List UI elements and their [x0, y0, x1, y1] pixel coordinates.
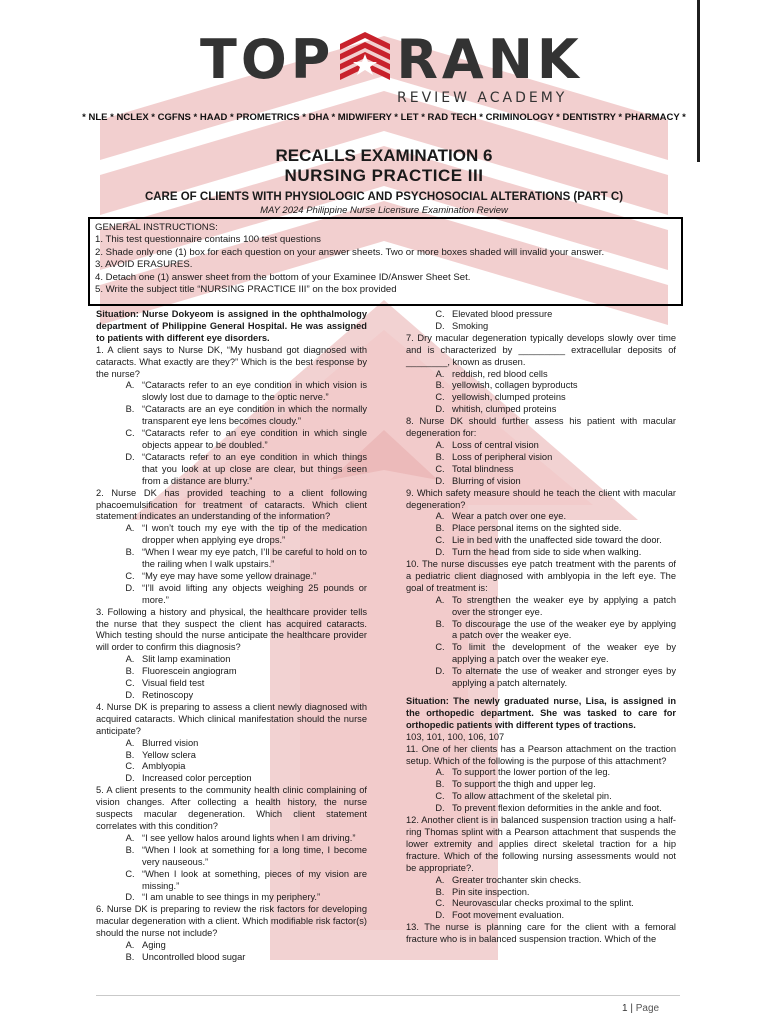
option-text: Lie in bed with the unaffected side toward the door.	[452, 535, 662, 546]
option-text: Amblyopia	[142, 761, 186, 772]
left-column	[96, 309, 367, 964]
option	[406, 619, 676, 643]
option	[406, 910, 676, 922]
question-1: 1. A client says to Nurse DK, “My husband got diagnosed with cataracts. What exactly are they?” Which is the best response by the nurse?	[96, 344, 367, 379]
option-text: Aging	[142, 940, 166, 951]
page-footer	[622, 1003, 659, 1014]
question-10: 10. The nurse discusses eye patch treatment with the parents of a pediatric client diagnosed with amblyopia in the left eye. The goal of treatment is:	[406, 559, 676, 593]
option	[96, 952, 367, 964]
option-text: Blurring of vision	[452, 475, 521, 486]
option	[96, 523, 367, 547]
situation-1: Situation: Nurse Dokyeom is assigned in the ophthalmology department of Philippine General Hospital. He was assigned to patients with different eye disorders.	[96, 309, 367, 343]
option-letter: B.	[435, 886, 445, 897]
option-letter: A.	[125, 654, 135, 665]
option-letter: B.	[125, 844, 135, 855]
option-text: “Cataracts refer to an eye condition in which vision is slowly lost due to damage to the optic nerve.”	[142, 380, 367, 403]
option-letter: B.	[125, 951, 135, 962]
logo-word-rank: RANK	[396, 28, 583, 91]
option-text: “I see yellow halos around lights when I am driving.”	[142, 832, 356, 843]
option-text: Greater trochanter skin checks.	[452, 874, 582, 885]
instructions-heading: GENERAL INSTRUCTIONS:	[95, 222, 218, 233]
option	[406, 642, 676, 666]
question-11: 11. One of her clients has a Pearson attachment on the traction setup. Which of the following is the purpose of this attachment?	[406, 743, 676, 766]
option	[406, 779, 676, 791]
option-letter: D.	[125, 690, 135, 700]
option-text: “When I look at something, pieces of my vision are missing.”	[142, 868, 367, 891]
option-text: Slit lamp examination	[142, 654, 231, 665]
option-letter: C.	[435, 535, 445, 546]
exam-date-line: MAY 2024 Philippine Nurse Licensure Examination Review	[260, 205, 508, 216]
option-letter: B.	[125, 749, 135, 760]
option	[406, 309, 676, 321]
option-text: To prevent flexion deformities in the ankle and foot.	[452, 803, 662, 814]
chevron-star-icon	[336, 30, 394, 90]
subject-subtitle: CARE OF CLIENTS WITH PHYSIOLOGIC AND PSYCHOSOCIAL ALTERATIONS (PART C)	[144, 191, 624, 203]
logo-word-top: TOP	[200, 28, 335, 91]
option-letter: C.	[435, 642, 445, 653]
option-letter: D.	[435, 475, 445, 486]
exam-title: RECALLS EXAMINATION 6	[275, 146, 493, 165]
option	[96, 428, 367, 452]
option	[96, 666, 367, 678]
right-edge-rule	[697, 0, 700, 162]
option	[406, 440, 676, 452]
option-letter: C.	[435, 791, 445, 802]
option-text: “I am unable to see things in my periphery.”	[142, 892, 321, 903]
option-letter: B.	[435, 380, 445, 391]
option-text: “I’ll avoid lifting any objects weighing 25 pounds or more.”	[142, 582, 367, 605]
option-letter: A.	[435, 439, 445, 450]
option-text: To strengthen the weaker eye by applying a patch over the stronger eye.	[452, 594, 676, 617]
option-letter: C.	[125, 678, 135, 689]
option	[96, 654, 367, 666]
option	[96, 404, 367, 428]
option-letter: B.	[125, 404, 135, 415]
option	[406, 791, 676, 803]
option-text: Loss of peripheral vision	[452, 451, 553, 462]
situation-2: Situation: The newly graduated nurse, Lisa, is assigned in the orthopedic department. She was tasked to care for orthopedic patients with different types of tractions.	[406, 696, 676, 730]
option	[96, 571, 367, 583]
option	[406, 380, 676, 392]
option-text: yellowish, clumped proteins	[452, 392, 566, 403]
option	[96, 892, 367, 904]
option-text: Blurred vision	[142, 737, 199, 748]
question-5: 5. A client presents to the community health clinic complaining of vision changes. After collecting a health history, the nurse suspects macular degeneration. Which client statement correlates with this condition?	[96, 785, 367, 831]
option-text: yellowish, collagen byproducts	[452, 380, 578, 391]
option-text: whitish, clumped proteins	[452, 404, 557, 415]
option	[96, 380, 367, 404]
instruction-item: 4. Detach one (1) answer sheet from the bottom of your Examinee ID/Answer Sheet Set.	[95, 271, 471, 283]
option	[406, 595, 676, 619]
question-7: 7. Dry macular degeneration typically develops slowly over time and is characterized by _________ extracellular deposits of ________, known as drusen.	[406, 332, 676, 367]
option	[406, 404, 676, 416]
option-text: Foot movement evaluation.	[452, 910, 565, 921]
option-text: Total blindness	[452, 463, 514, 474]
option-letter: A.	[125, 737, 135, 748]
option	[406, 767, 676, 779]
footer-divider	[96, 995, 680, 996]
question-13: 13. The nurse is planning care for the client with a femoral fracture who is in balanced suspension traction. Which of the	[406, 922, 676, 945]
question-8: 8. Nurse DK should further assess his patient with macular degeneration for:	[406, 416, 676, 439]
page-number: 1	[622, 1003, 628, 1014]
option-letter: D.	[435, 404, 445, 415]
option-letter: C.	[435, 463, 445, 474]
option-letter: B.	[435, 523, 445, 534]
option	[96, 869, 367, 893]
option-letter: D.	[435, 547, 445, 558]
page-label: Page	[635, 1003, 660, 1014]
option	[406, 535, 676, 547]
option-text: Fluorescein angiogram	[142, 666, 237, 677]
title-block	[0, 146, 768, 216]
option-text: Retinoscopy	[142, 690, 194, 700]
option-letter: A.	[435, 874, 445, 885]
option-letter: B.	[435, 618, 445, 629]
option-letter: C.	[125, 761, 135, 772]
option	[96, 940, 367, 952]
option-letter: D.	[125, 451, 135, 462]
option-letter: D.	[125, 892, 135, 903]
instruction-item: 3. AVOID ERASURES.	[95, 259, 193, 271]
option	[96, 750, 367, 762]
option-text: To support the thigh and upper leg.	[452, 779, 596, 790]
option	[406, 666, 676, 690]
option	[96, 547, 367, 571]
number-list: 103, 101, 100, 106, 107	[406, 731, 505, 742]
option-letter: B.	[435, 451, 445, 462]
option	[406, 321, 676, 333]
option-text: reddish, red blood cells	[452, 368, 548, 379]
brand-logo	[200, 30, 583, 90]
option-text: Yellow sclera	[142, 749, 196, 760]
option-text: Elevated blood pressure	[452, 309, 553, 319]
option	[406, 875, 676, 887]
option-text: Uncontrolled blood sugar	[142, 951, 246, 962]
option	[96, 761, 367, 773]
option-text: “When I wear my eye patch, I’ll be careful to hold on to the railing when I walk upstairs.”	[142, 547, 367, 570]
option-text: To support the lower portion of the leg.	[452, 767, 611, 778]
option	[406, 803, 676, 815]
option-text: Place personal items on the sighted side.	[452, 523, 622, 534]
option	[406, 476, 676, 488]
option	[406, 452, 676, 464]
option-text: Loss of central vision	[452, 439, 539, 450]
option	[96, 678, 367, 690]
option-text: “Cataracts refer to an eye condition in which things that you look at up close are clear, but things seen from a distance are blurry.”	[142, 451, 367, 486]
option-text: To limit the development of the weaker eye by applying a patch over the weaker eye.	[452, 642, 676, 665]
option-letter: C.	[435, 898, 445, 909]
option-letter: A.	[125, 940, 135, 951]
option-text: “Cataracts are an eye condition in which the normally transparent eye lens becomes cloudy.”	[142, 404, 367, 427]
option-text: Wear a patch over one eye.	[452, 511, 567, 522]
question-2: 2. Nurse DK has provided teaching to a client following phacoemulsification for treatment of cataracts. Which client statement indicates an understanding of the information?	[96, 487, 367, 522]
option-text: “I won’t touch my eye with the tip of the medication dropper when applying eye drops.”	[142, 523, 367, 546]
option	[406, 511, 676, 523]
option	[96, 773, 367, 785]
option-letter: A.	[125, 832, 135, 843]
option-text: Visual field test	[142, 678, 205, 689]
programs-line: * NLE * NCLEX * CGFNS * HAAD * PROMETRICS * DHA * MIDWIFERY * LET * RAD TECH * CRIMINOLOGY * DENTISTRY * PHARMACY *	[82, 112, 686, 123]
option-letter: D.	[125, 773, 135, 784]
option	[406, 464, 676, 476]
option-letter: B.	[125, 666, 135, 677]
option-letter: B.	[435, 779, 445, 790]
subject-title: NURSING PRACTICE III	[284, 166, 484, 185]
option	[406, 392, 676, 404]
option	[96, 833, 367, 845]
option-letter: C.	[125, 868, 135, 879]
option	[96, 690, 367, 702]
right-column	[406, 309, 676, 946]
option-text: Pin site inspection.	[452, 886, 530, 897]
option-letter: A.	[125, 380, 135, 391]
option	[406, 898, 676, 910]
logo-tagline: REVIEW ACADEMY	[397, 90, 568, 106]
option-text: “Cataracts refer to an eye condition in which single objects appear to be doubled.”	[142, 428, 367, 450]
option-letter: A.	[435, 511, 445, 522]
option-letter: C.	[125, 428, 135, 439]
option	[406, 369, 676, 381]
option-letter: C.	[435, 392, 445, 403]
option-letter: D.	[435, 910, 445, 921]
option	[406, 547, 676, 559]
general-instructions-box	[88, 217, 683, 306]
option-letter: D.	[435, 320, 445, 331]
option-text: To discourage the use of the weaker eye by applying a patch over the weaker eye.	[452, 618, 676, 641]
question-3: 3. Following a history and physical, the healthcare provider tells the nurse that they suspect the client has acquired cataracts. Which testing should the nurse anticipate the healthcare provider will order to confirm this diagnosis?	[96, 606, 367, 653]
option-letter: D.	[435, 803, 445, 814]
option	[96, 452, 367, 488]
option-text: Smoking	[452, 320, 489, 331]
question-4: 4. Nurse DK is preparing to assess a client newly diagnosed with acquired cataracts. Which clinical manifestation should the nurse anticipate?	[96, 701, 367, 736]
option-letter: C.	[125, 570, 135, 581]
option-text: Turn the head from side to side when walking.	[452, 547, 642, 558]
option	[96, 583, 367, 607]
question-12: 12. Another client is in balanced suspension traction using a half-ring Thomas splint with a Pearson attachment that suspends the lower extremity and applies direct skeletal traction for a hip fracture. Which of the following nursing assessments would not be appropriate?.	[406, 815, 676, 873]
instruction-item: 2. Shade only one (1) box for each question on your answer sheets. Two or more boxes shaded will invalid your answer.	[95, 246, 605, 258]
option-text: To alternate the use of weaker and stronger eyes by applying a patch alternately.	[452, 666, 676, 689]
instruction-item: 5. Write the subject title “NURSING PRACTICE III” on the box provided	[95, 284, 397, 296]
option-text: “When I look at something for a long time, I become very nauseous.”	[142, 844, 367, 867]
question-9: 9. Which safety measure should he teach the client with macular degeneration?	[406, 487, 676, 510]
option-letter: A.	[435, 767, 445, 778]
option-text: Neurovascular checks proximal to the splint.	[452, 898, 634, 909]
option-letter: D.	[125, 582, 135, 593]
option	[96, 738, 367, 750]
option-text: “My eye may have some yellow drainage.”	[142, 570, 317, 581]
option-letter: B.	[125, 547, 135, 558]
option-letter: A.	[435, 368, 445, 379]
option-letter: D.	[435, 666, 445, 677]
option-letter: A.	[435, 594, 445, 605]
option	[406, 887, 676, 899]
page-separator: |	[630, 1003, 633, 1014]
question-6: 6. Nurse DK is preparing to review the risk factors for developing macular degeneration with a client. Which modifiable risk factor(s) should the nurse not include?	[96, 904, 367, 939]
option-text: To allow attachment of the skeletal pin.	[452, 791, 612, 802]
option-text: Increased color perception	[142, 773, 252, 784]
instruction-item: 1. This test questionnaire contains 100 test questions	[95, 234, 321, 246]
option	[96, 845, 367, 869]
option-letter: C.	[435, 309, 445, 319]
option-letter: A.	[125, 523, 135, 534]
option	[406, 523, 676, 535]
